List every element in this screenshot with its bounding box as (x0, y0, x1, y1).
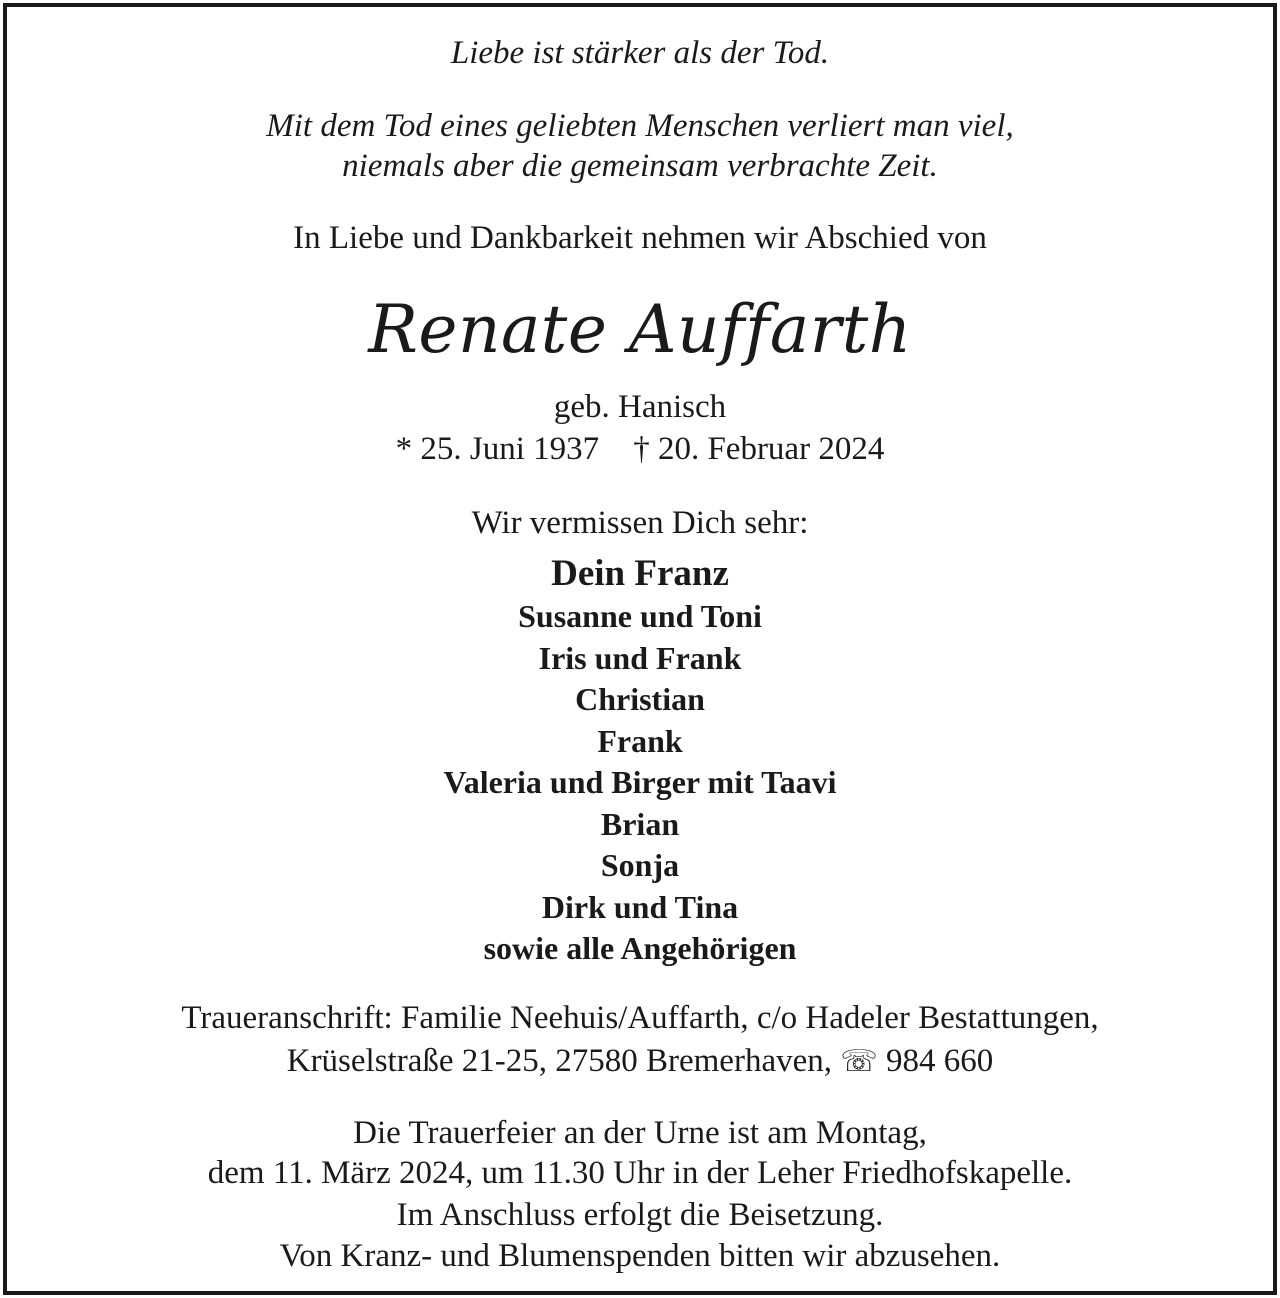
address-line-2 (7, 1045, 1273, 1078)
mourner-name: Valeria und Birger mit Taavi (443, 764, 837, 800)
telephone-icon: ☏ (840, 1045, 878, 1078)
quote-line-3: niemals aber die gemeinsam verbrachte Zeit. (342, 148, 938, 184)
mourner-name: Dirk und Tina (541, 889, 739, 925)
quote-line-1: Liebe ist stärker als der Tod. (450, 35, 830, 71)
mourners-heading: Wir vermissen Dich sehr: (471, 505, 809, 541)
deceased-name: Renate Auffarth (368, 291, 912, 368)
address-line-1: Traueranschrift: Familie Neehuis/Auffarth, c/o Hadeler Bestattungen, (181, 1000, 1099, 1036)
ceremony-line-4: Von Kranz- und Blumenspenden bitten wir abzusehen. (279, 1238, 1001, 1274)
mourner-name: Iris und Frank (538, 640, 742, 676)
ceremony-line-3: Im Anschluss erfolgt die Beisetzung. (396, 1197, 884, 1233)
phone-number: 984 660 (886, 1043, 994, 1079)
mourner-name: Brian (600, 806, 680, 842)
mourner-name: Susanne und Toni (518, 598, 762, 634)
mourner-name: Christian (575, 681, 705, 717)
birth-date: * 25. Juni 1937 (395, 431, 600, 467)
obituary-frame (3, 3, 1277, 1295)
ceremony-line-1: Die Trauerfeier an der Urne ist am Montag, (353, 1115, 927, 1151)
quote-line-2: Mit dem Tod eines geliebten Menschen verliert man viel, (266, 108, 1014, 144)
intro-text: In Liebe und Dankbarkeit nehmen wir Abschied von (293, 220, 987, 256)
maiden-name: geb. Hanisch (553, 389, 727, 425)
mourner-name: sowie alle Angehörigen (483, 930, 797, 966)
mourner-name: Frank (597, 723, 683, 759)
mourner-lead: Dein Franz (551, 553, 729, 594)
death-date: † 20. Februar 2024 (633, 431, 885, 467)
address-street: Krüselstraße 21-25, 27580 Bremerhaven, (286, 1043, 832, 1079)
life-dates (7, 433, 1273, 466)
mourner-name: Sonja (600, 847, 680, 883)
ceremony-line-2: dem 11. März 2024, um 11.30 Uhr in der Leher Friedhofskapelle. (207, 1155, 1073, 1191)
